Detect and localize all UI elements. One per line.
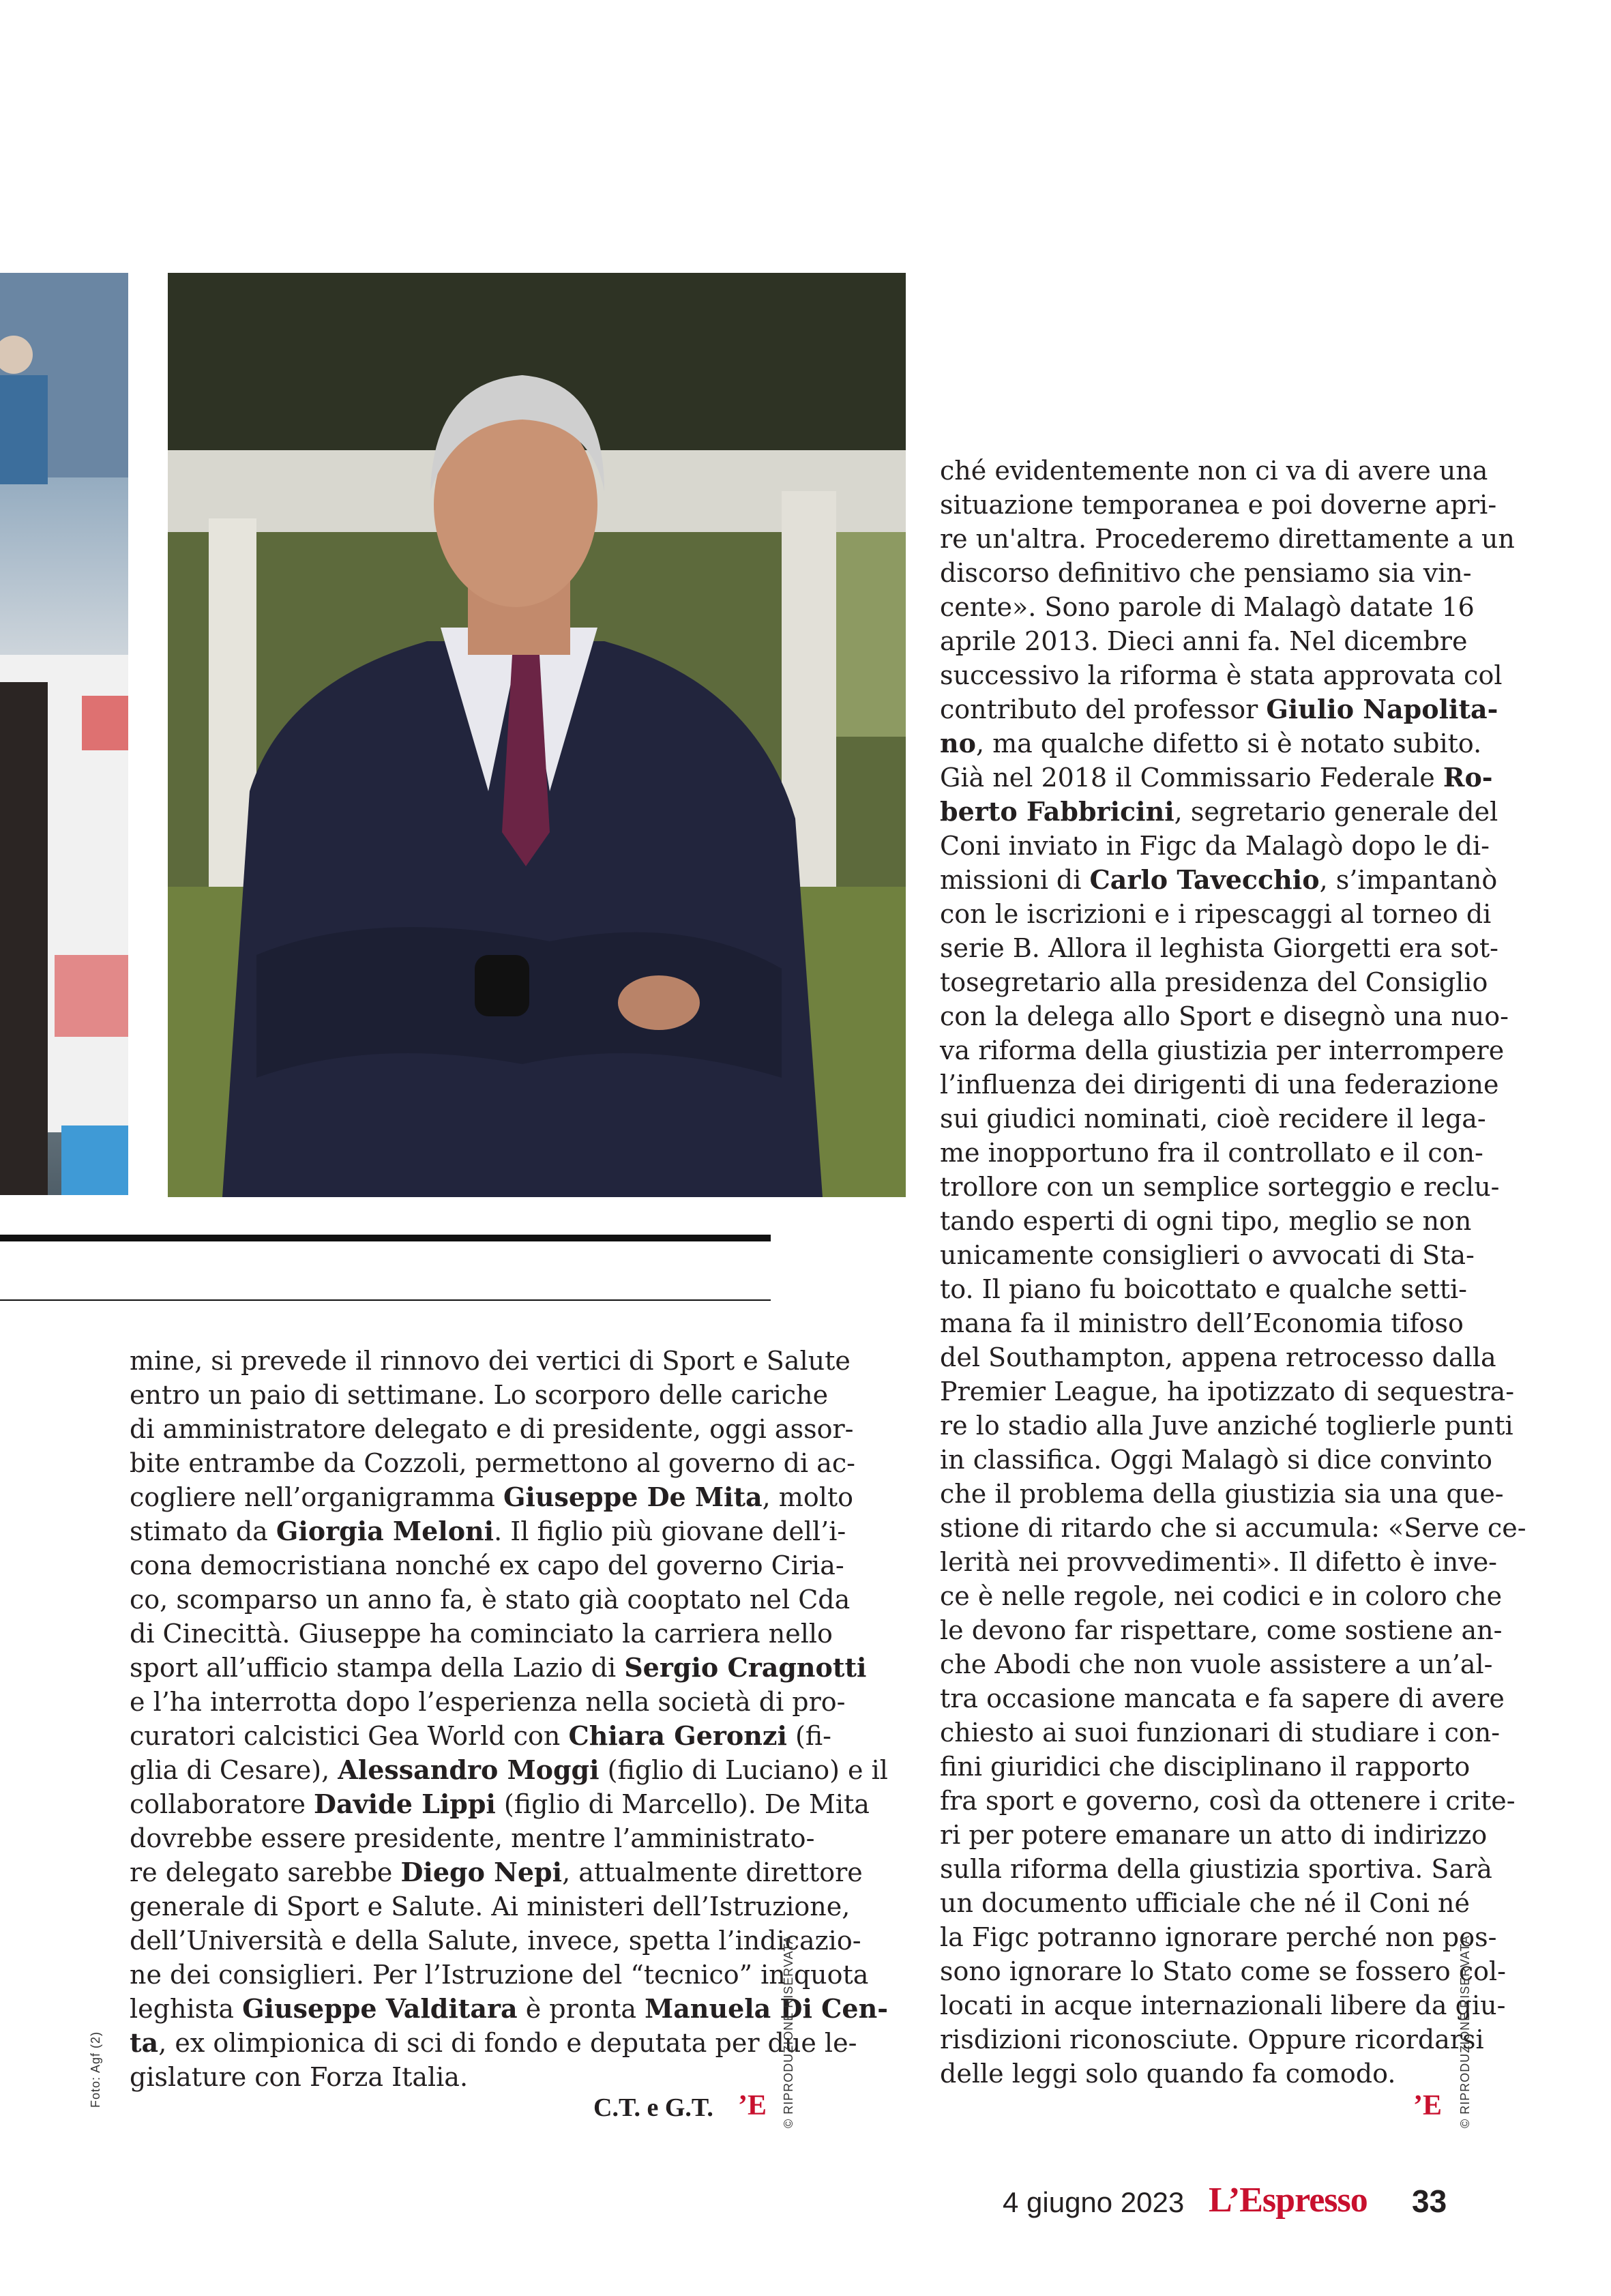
- text-line: re delegato sarebbe Diego Nepi, attualmente direttore: [130, 1857, 863, 1887]
- text-line: va riforma della giustizia per interrompere: [940, 1035, 1505, 1065]
- photo-left-partial: [0, 273, 128, 1195]
- rights-notice-right: © RIPRODUZIONE RISERVATA: [1458, 1935, 1472, 2128]
- text-line: del Southampton, appena retrocesso dalla: [940, 1342, 1496, 1372]
- text-line: con la delega allo Sport e disegnò una nuo-: [940, 1001, 1509, 1031]
- text-line: dell’Università e della Salute, invece, spetta l’indicazio-: [130, 1926, 861, 1956]
- text-line: ne dei consiglieri. Per l’Istruzione del “tecnico” in quota: [130, 1960, 869, 1990]
- text-line: berto Fabbricini, segretario generale del: [940, 796, 1498, 827]
- text-line: la Figc potranno ignorare perché non pos-: [940, 1922, 1497, 1952]
- text-line: dovrebbe essere presidente, mentre l’amministrato-: [130, 1823, 815, 1853]
- text-line: fra sport e governo, così da ottenere i crite-: [940, 1786, 1516, 1816]
- text-line: re un'altra. Procederemo direttamente a un: [940, 524, 1515, 554]
- text-line: no, ma qualche difetto si è notato subito.: [940, 728, 1482, 759]
- text-line: mine, si prevede il rinnovo dei vertici di Sport e Salute: [130, 1346, 851, 1376]
- divider-thin: [0, 1299, 771, 1301]
- text-line: Coni inviato in Figc da Malagò dopo le di-: [940, 831, 1490, 861]
- text-line: trollore con un semplice sorteggio e reclu-: [940, 1172, 1500, 1202]
- text-line: di amministratore delegato e di presidente, oggi assor-: [130, 1414, 854, 1444]
- text-line: le devono far rispettare, come sostiene an-: [940, 1615, 1503, 1645]
- text-line: generale di Sport e Salute. Ai ministeri dell’Istruzione,: [130, 1892, 851, 1922]
- text-line: bite entrambe da Cozzoli, permettono al governo di ac-: [130, 1448, 856, 1478]
- text-line: sulla riforma della giustizia sportiva. Sarà: [940, 1854, 1492, 1884]
- text-line: ce è nelle regole, nei codici e in coloro che: [940, 1581, 1503, 1611]
- text-line: sui giudici nominati, cioè recidere il lega-: [940, 1104, 1486, 1134]
- photo-credit: Foto: Agf (2): [89, 2031, 102, 2108]
- text-line: stimato da Giorgia Meloni. Il figlio più giovane dell’i-: [130, 1516, 846, 1546]
- text-line: entro un paio di settimane. Lo scorporo delle cariche: [130, 1380, 829, 1410]
- text-line: Già nel 2018 il Commissario Federale Ro-: [940, 762, 1493, 793]
- text-line: contributo del professor Giulio Napolita-: [940, 694, 1498, 724]
- text-line: ché evidentemente non ci va di avere una: [940, 456, 1488, 486]
- text-line: sono ignorare lo Stato come se fossero col-: [940, 1956, 1507, 1986]
- text-line: l’influenza dei dirigenti di una federazione: [940, 1070, 1499, 1100]
- text-line: stione di ritardo che si accumula: «Serve ce-: [940, 1513, 1526, 1543]
- text-line: delle leggi solo quando fa comodo.: [940, 2059, 1396, 2089]
- text-line: successivo la riforma è stata approvata col: [940, 660, 1503, 690]
- text-line: cona democristiana nonché ex capo del governo Ciria-: [130, 1550, 844, 1580]
- rights-notice-left: © RIPRODUZIONE RISERVATA: [782, 1935, 795, 2128]
- text-line: fini giuridici che disciplinano il rapporto: [940, 1752, 1470, 1782]
- text-line: ri per potere emanare un atto di indirizzo: [940, 1820, 1488, 1850]
- text-line: con le iscrizioni e i ripescaggi al torneo di: [940, 899, 1492, 929]
- text-line: un documento ufficiale che né il Coni né: [940, 1888, 1470, 1918]
- text-line: re lo stadio alla Juve anziché toglierle punti: [940, 1411, 1513, 1441]
- text-line: cogliere nell’organigramma Giuseppe De Mita, molto: [130, 1482, 854, 1512]
- text-line: che il problema della giustizia sia una que-: [940, 1479, 1504, 1509]
- text-line: lerità nei provvedimenti». Il difetto è inve-: [940, 1547, 1498, 1577]
- text-line: tosegretario alla presidenza del Consiglio: [940, 967, 1488, 997]
- text-line: tando esperti di ogni tipo, meglio se non: [940, 1206, 1472, 1236]
- signature: C.T. e G.T.: [593, 2093, 713, 2122]
- text-line: to. Il piano fu boicottato e qualche setti-: [940, 1274, 1468, 1304]
- text-line: chiesto ai suoi funzionari di studiare i con-: [940, 1718, 1501, 1748]
- text-line: leghista Giuseppe Valditara è pronta Manuela Di Cen-: [130, 1993, 888, 2024]
- text-line: me inopportuno fra il controllato e il con-: [940, 1138, 1483, 1168]
- text-line: discorso definitivo che pensiamo sia vin-: [940, 558, 1472, 588]
- text-line: cente». Sono parole di Malagò datate 16: [940, 592, 1475, 622]
- issue-date: 4 giugno 2023: [1003, 2186, 1185, 2218]
- text-line: locati in acque internazionali libere da giu-: [940, 1990, 1506, 2020]
- text-line: collaboratore Davide Lippi (figlio di Marcello). De Mita: [130, 1789, 870, 1819]
- text-line: curatori calcistici Gea World con Chiara Geronzi (fi-: [130, 1720, 832, 1751]
- text-line: unicamente consiglieri o avvocati di Sta-: [940, 1240, 1475, 1270]
- text-line: serie B. Allora il leghista Giorgetti era sot-: [940, 933, 1498, 963]
- text-line: ta, ex olimpionica di sci di fondo e deputata per due le-: [130, 2027, 857, 2058]
- text-line: glia di Cesare), Alessandro Moggi (figlio di Luciano) e il: [130, 1754, 888, 1785]
- text-line: co, scomparso un anno fa, è stato già cooptato nel Cda: [130, 1585, 851, 1615]
- text-line: tra occasione mancata e fa sapere di avere: [940, 1683, 1505, 1713]
- magazine-logo: L’Espresso: [1209, 2181, 1368, 2220]
- text-line: in classifica. Oggi Malagò si dice convinto: [940, 1445, 1493, 1475]
- divider-thick: [0, 1235, 771, 1241]
- text-line: mana fa il ministro dell’Economia tifoso: [940, 1308, 1464, 1338]
- text-line: sport all’ufficio stampa della Lazio di Sergio Cragnotti: [130, 1652, 867, 1683]
- text-line: di Cinecittà. Giuseppe ha cominciato la carriera nello: [130, 1619, 833, 1649]
- text-line: risdizioni riconosciute. Oppure ricordarsi: [940, 2025, 1484, 2055]
- end-mark-left: ’E: [738, 2090, 767, 2121]
- text-line: e l’ha interrotta dopo l’esperienza nella società di pro-: [130, 1687, 846, 1717]
- text-line: gislature con Forza Italia.: [130, 2062, 469, 2092]
- text-line: Premier League, ha ipotizzato di sequestra-: [940, 1377, 1515, 1407]
- text-line: che Abodi che non vuole assistere a un’al-: [940, 1649, 1493, 1679]
- photo-portrait: [168, 273, 906, 1197]
- text-line: missioni di Carlo Tavecchio, s’impantanò: [940, 864, 1498, 895]
- page-number: 33: [1412, 2183, 1447, 2219]
- text-line: aprile 2013. Dieci anni fa. Nel dicembre: [940, 626, 1468, 656]
- end-mark-right: ’E: [1413, 2090, 1442, 2121]
- text-line: situazione temporanea e poi doverne apri-: [940, 490, 1497, 520]
